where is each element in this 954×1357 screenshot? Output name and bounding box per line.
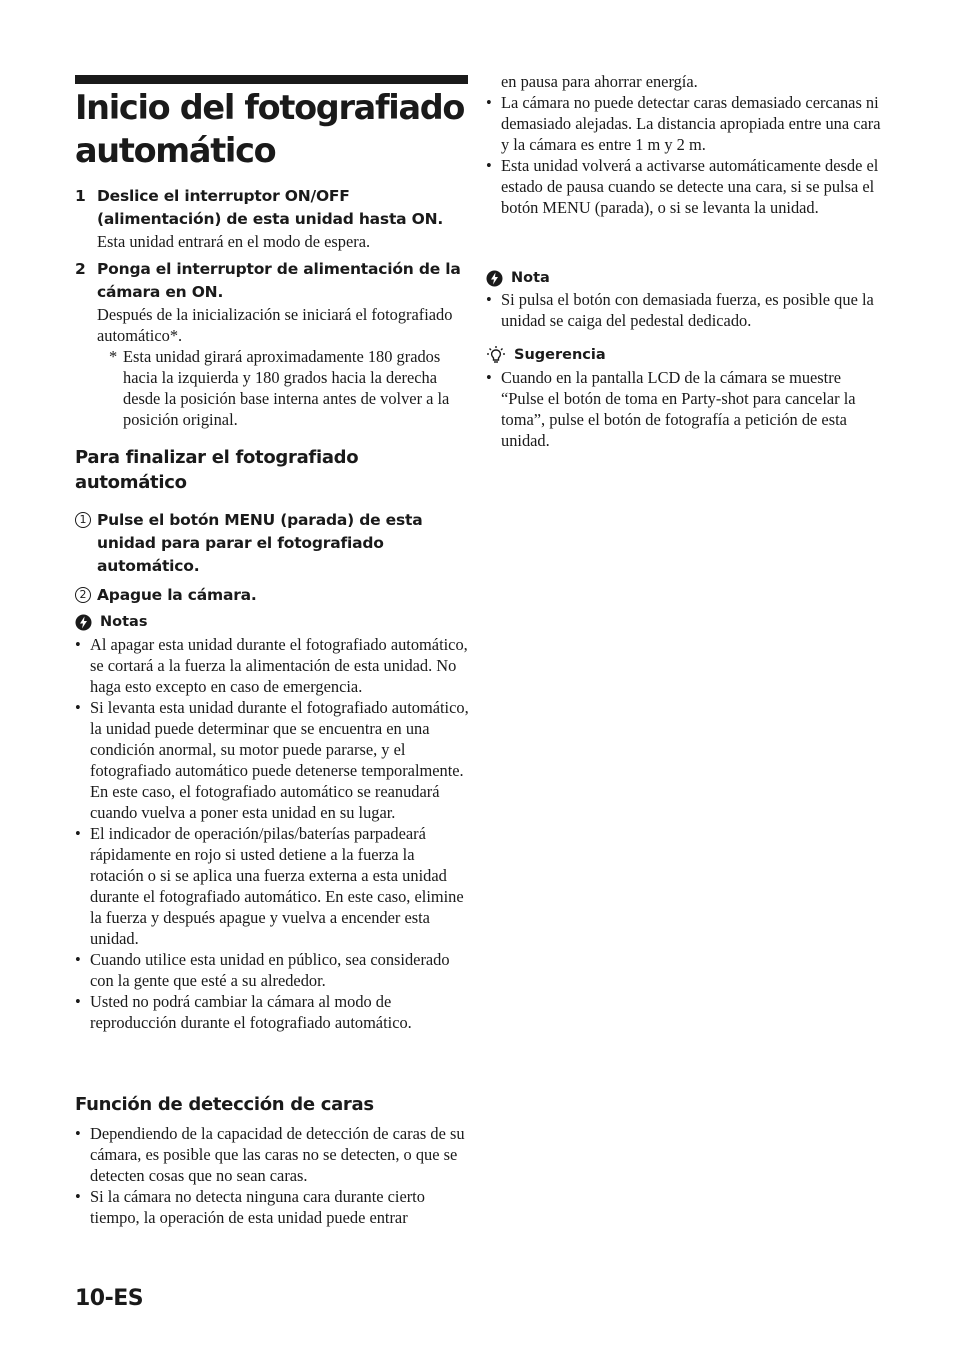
- notes-heading: [75, 612, 147, 632]
- list-item: • Al apagar esta unidad durante el fotografiado automático, se cortará a la fuerza la alimentación de esta unidad. No haga esto excepto en caso de emergencia.: [75, 634, 470, 697]
- list-item: • Dependiendo de la capacidad de detección de caras de su cámara, es posible que las caras no se detecten, o que se detecten cosas que no sean caras.: [75, 1123, 470, 1186]
- step-number: 2: [75, 260, 86, 278]
- list-item: • La cámara no puede detectar caras demasiado cercanas ni demasiado alejadas. La distancia apropiada entre una cara y la cámara es entre 1 m y 2 m.: [486, 92, 881, 155]
- notes-label: Notas: [100, 614, 148, 630]
- list-item: • El indicador de operación/pilas/baterías parpadeará rápidamente en rojo si usted detiene a la fuerza la rotación o si se aplica una fuerza externa a esta unidad durante el fotografiado automático. En este caso, elimine la fuerza y después apague y vuelva a encender esta unidad.: [75, 823, 470, 949]
- finalize-step-text: Apague la cámara.: [97, 586, 257, 604]
- face-detection-list: [75, 1123, 470, 1228]
- tip-heading: [486, 345, 606, 365]
- face-detection-list-continued: [486, 92, 881, 218]
- list-item: • Esta unidad volverá a activarse automáticamente desde el estado de pausa cuando se detecte una cara, si se pulsa el botón MENU (parada), o si se levanta la unidad.: [486, 155, 881, 218]
- section-heading-face-detection: Función de detección de caras: [75, 1094, 374, 1115]
- note-warning-icon: [486, 270, 503, 287]
- step-body: Después de la inicialización se iniciará el fotografiado automático*.: [97, 305, 453, 345]
- step-number: 1: [75, 187, 86, 205]
- note-warning-icon: [75, 614, 92, 631]
- list-item: • Usted no podrá cambiar la cámara al modo de reproducción durante el fotografiado automático.: [75, 991, 470, 1033]
- list-item: • Cuando utilice esta unidad en público, sea considerado con la gente que esté a su alrededor.: [75, 949, 470, 991]
- step-1: [75, 185, 470, 252]
- note-list: [486, 289, 881, 331]
- section-heading-finalize: Para finalizar el fotografiado automático: [75, 447, 359, 493]
- step-heading: Deslice el interruptor ON/OFF (alimentación) de esta unidad hasta ON.: [97, 187, 444, 228]
- page-title: Inicio del fotografiado automático: [75, 88, 465, 170]
- notes-list: [75, 634, 470, 1033]
- step-heading: Ponga el interruptor de alimentación de la cámara en ON.: [97, 260, 461, 301]
- list-item: • Si la cámara no detecta ninguna cara durante cierto tiempo, la operación de esta unidad puede entrar: [75, 1186, 470, 1228]
- circled-number: 2: [75, 587, 91, 603]
- footnote-mark: *: [109, 347, 118, 366]
- continuation-text: en pausa para ahorrar energía.: [501, 72, 698, 91]
- finalize-step-1: [75, 509, 470, 578]
- step-2: [75, 258, 470, 430]
- footnote: [109, 346, 470, 430]
- list-item: • Si levanta esta unidad durante el fotografiado automático, la unidad puede determinar que se encuentra en una condición anormal, su motor puede pararse, y el fotografiado automático puede detenerse temporalmente. En este caso, el fotografiado automático se reanudará cuando vuelva a poner esta unidad en su lugar.: [75, 697, 470, 823]
- circled-number: 1: [75, 512, 91, 528]
- page-number: 10-ES: [75, 1286, 144, 1311]
- list-item: • Si pulsa el botón con demasiada fuerza, es posible que la unidad se caiga del pedestal dedicado.: [486, 289, 881, 331]
- finalize-step-text: Pulse el botón MENU (parada) de esta unidad para parar el fotografiado automático.: [97, 511, 423, 575]
- note-heading: [486, 268, 550, 288]
- lightbulb-icon: [486, 345, 506, 365]
- tip-label: Sugerencia: [514, 347, 606, 363]
- footnote-text: Esta unidad girará aproximadamente 180 grados hacia la izquierda y 180 grados hacia la derecha desde la posición base interna antes de volver a la posición original.: [123, 347, 450, 429]
- list-item: • Cuando en la pantalla LCD de la cámara se muestre “Pulse el botón de toma en Party-shot para cancelar la toma”, pulse el botón de fotografía a petición de esta unidad.: [486, 367, 881, 451]
- finalize-step-2: [75, 584, 470, 607]
- tip-list: [486, 367, 881, 451]
- title-rule: [75, 75, 468, 84]
- note-label: Nota: [511, 270, 550, 286]
- step-body: Esta unidad entrará en el modo de espera.: [97, 232, 371, 251]
